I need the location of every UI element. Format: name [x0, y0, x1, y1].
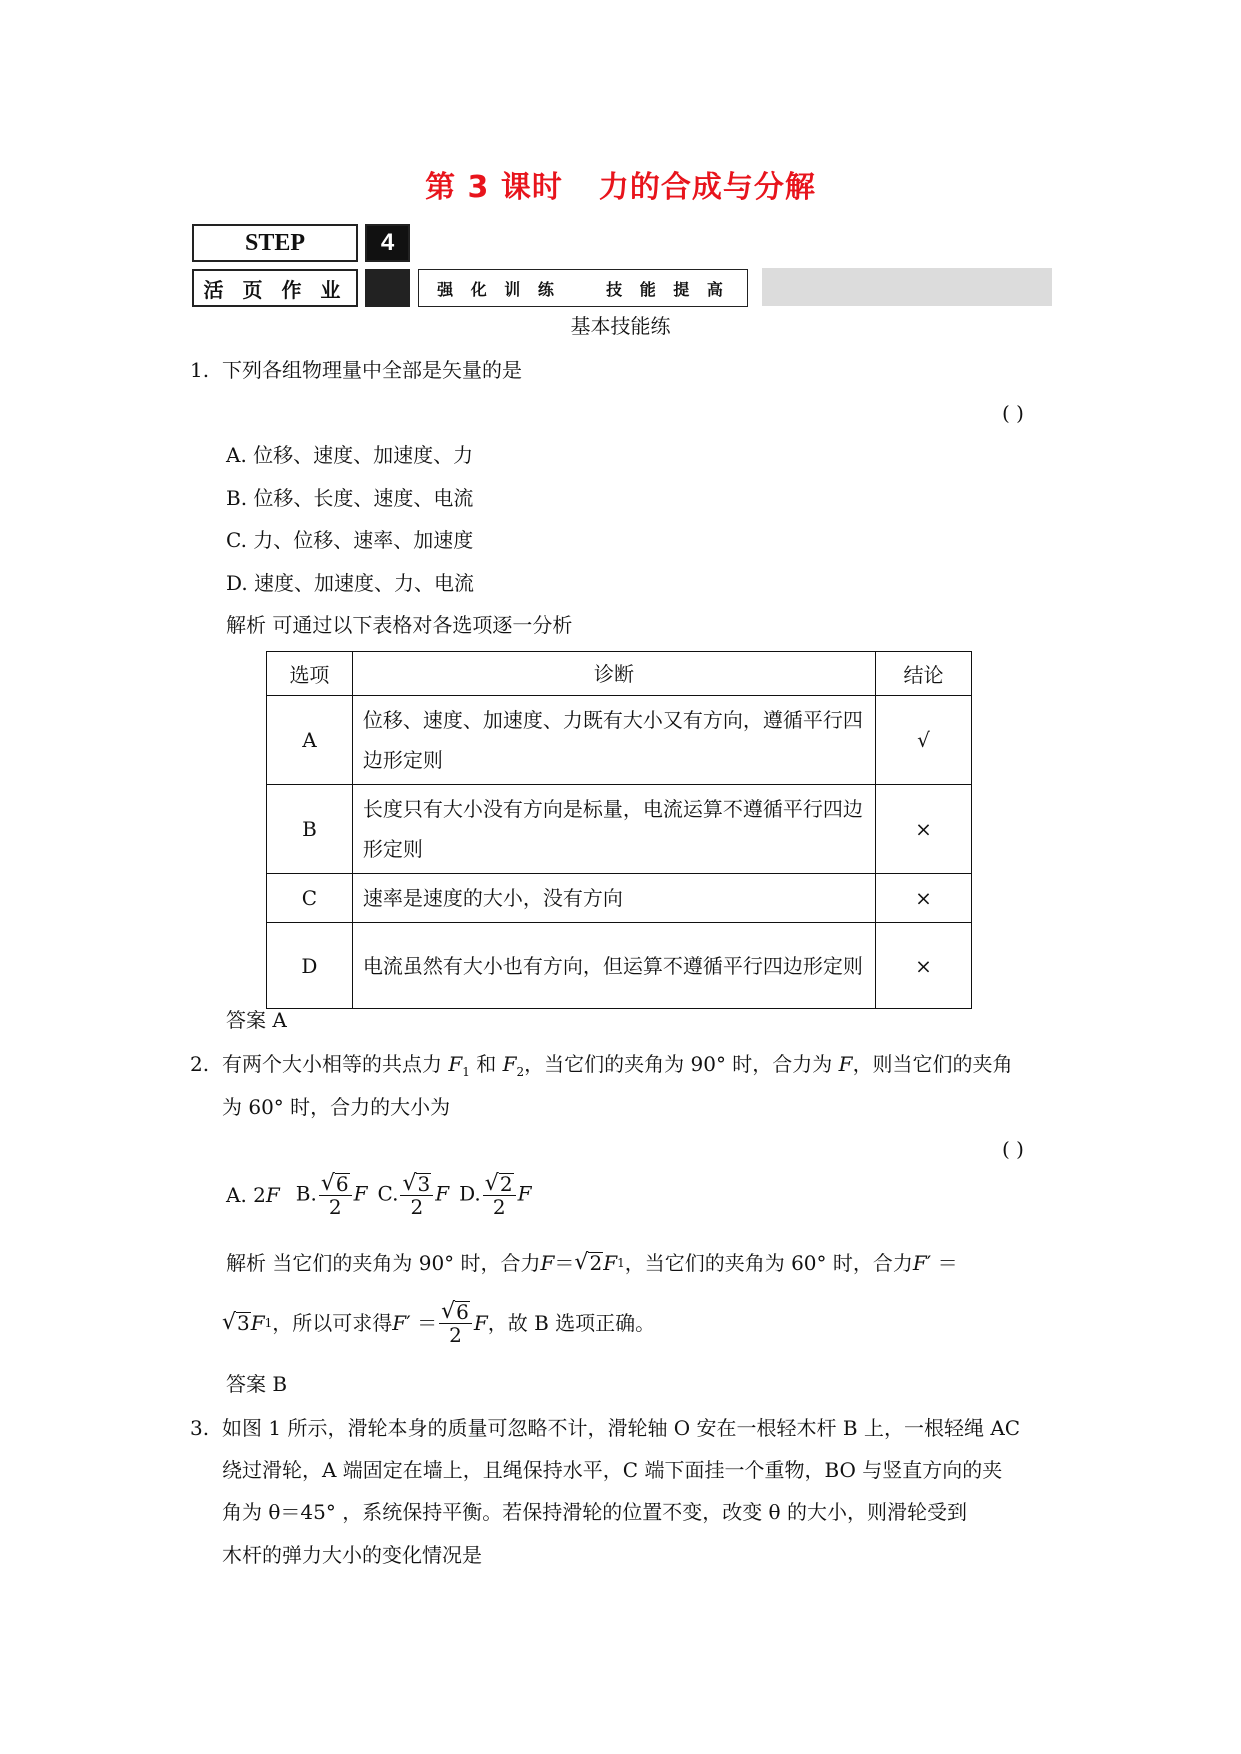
table-row — [267, 696, 972, 785]
q3-number: 3. — [190, 1416, 210, 1440]
q2-options — [226, 1172, 531, 1218]
q2-answer: 答案 B — [226, 1372, 288, 1396]
table-cell-diagnosis: 长度只有大小没有方向是标量，电流运算不遵循平行四边形定则 — [352, 785, 875, 874]
header-gray-bar — [762, 268, 1052, 306]
homework-label: 活 页 作 业 — [192, 269, 358, 307]
q2-stem-line2: 为 60° 时，合力的大小为 — [222, 1095, 451, 1119]
section-heading: 基本技能练 — [570, 314, 671, 338]
lesson-topic: 力的合成与分解 — [598, 170, 816, 205]
q2-option-d: D. √ 2 2 F — [459, 1171, 532, 1219]
q3-line: 木杆的弹力大小的变化情况是 — [222, 1543, 482, 1567]
q1-answer-paren: ( ) — [1002, 401, 1024, 425]
table-cell-conclusion: √ — [876, 696, 972, 785]
step-label: STEP — [192, 224, 358, 262]
q3-line: 角为 θ＝45° ，系统保持平衡。若保持滑轮的位置不变，改变 θ 的大小，则滑轮受到 — [222, 1500, 967, 1524]
table-cell-diagnosis: 位移、速度、加速度、力既有大小又有方向，遵循平行四边形定则 — [352, 696, 875, 785]
table-cell-diagnosis: 电流虽然有大小也有方向，但运算不遵循平行四边形定则 — [352, 923, 875, 1009]
table-cell-option: A — [267, 696, 353, 785]
q2-answer-paren: ( ) — [1002, 1137, 1024, 1161]
q2-option-c: C. √ 3 2 F — [377, 1171, 450, 1219]
table-header-row — [267, 652, 972, 696]
training-motto: 强 化 训 练 技 能 提 高 — [418, 269, 748, 307]
table-cell-option: B — [267, 785, 353, 874]
table-cell-conclusion: × — [876, 874, 972, 923]
q1-option-d: D. 速度、加速度、力、电流 — [226, 571, 475, 595]
analysis-table — [266, 651, 972, 1009]
table-header: 诊断 — [352, 652, 875, 696]
q1-analysis: 解析 可通过以下表格对各选项逐一分析 — [226, 613, 573, 637]
table-header: 选项 — [267, 652, 353, 696]
table-row — [267, 923, 972, 1009]
header-black-block — [365, 269, 410, 307]
q2-analysis-line1: 解析 当它们的夹角为 90° 时，合力 F ＝ √ 2 F 1 ，当它们的夹角为 60° 时，合力 F ′ ＝ — [226, 1250, 958, 1275]
table-cell-option: D — [267, 923, 353, 1009]
q1-option-a: A. 位移、速度、加速度、力 — [226, 443, 474, 467]
q2-option-b: B. √ 6 2 F — [295, 1171, 368, 1219]
table-header: 结论 — [876, 652, 972, 696]
table-cell-option: C — [267, 874, 353, 923]
q2-number: 2. — [190, 1052, 210, 1076]
table-cell-conclusion: × — [876, 785, 972, 874]
table-cell-diagnosis: 速率是速度的大小，没有方向 — [352, 874, 875, 923]
page-title — [0, 162, 1241, 206]
q1-answer: 答案 A — [226, 1008, 287, 1032]
lesson-number: 第 3 课时 — [425, 170, 563, 205]
q2-stem-line1: 有两个大小相等的共点力 $F_1$ 和 $F_2$，当它们的夹角为 90° 时，合力为 F，则当它们的夹角 — [222, 1052, 1013, 1079]
q1-option-c: C. 力、位移、速率、加速度 — [226, 528, 474, 552]
step-number: 4 — [365, 224, 410, 262]
q1-number: 1. — [190, 358, 210, 382]
q1-stem: 下列各组物理量中全部是矢量的是 — [222, 358, 522, 382]
q2-analysis-line2: √ 3 F 1 ，所以可求得 F ′ ＝ √ 6 2 F ，故 B 选项正确。 — [222, 1299, 656, 1347]
table-row — [267, 785, 972, 874]
q3-line: 绕过滑轮，A 端固定在墙上，且绳保持水平，C 端下面挂一个重物，BO 与竖直方向的夹 — [222, 1458, 1003, 1482]
q3-line: 如图 1 所示，滑轮本身的质量可忽略不计，滑轮轴 O 安在一根轻木杆 B 上，一根轻绳 AC — [222, 1416, 1021, 1440]
table-row — [267, 874, 972, 923]
q2-option-a: A. 2F — [226, 1183, 280, 1207]
table-cell-conclusion: × — [876, 923, 972, 1009]
q1-option-b: B. 位移、长度、速度、电流 — [226, 486, 474, 510]
